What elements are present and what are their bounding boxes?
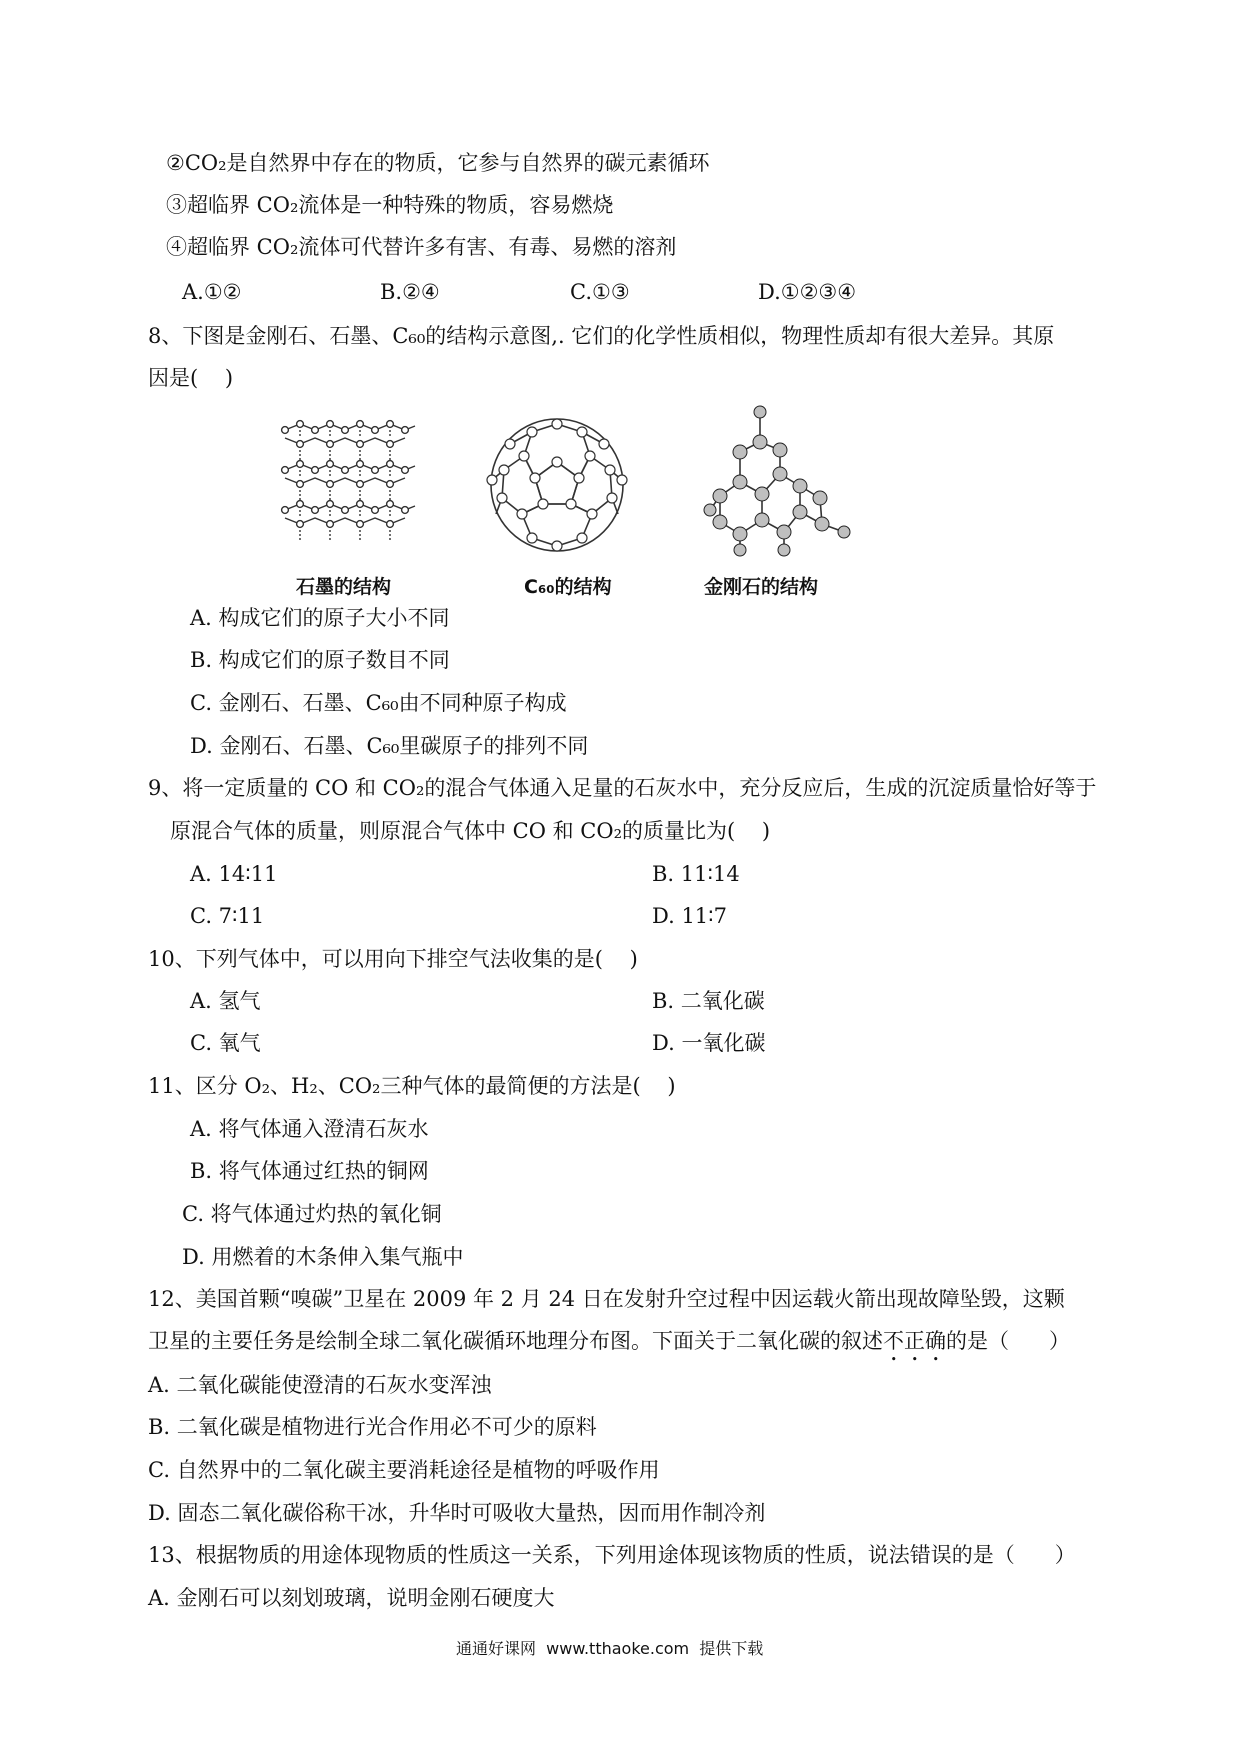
q11-option-c: C. 将气体通过灼热的氧化铜 <box>182 1202 442 1226</box>
q12-stem-line1: 12、美国首颗“嗅碳”卫星在 2009 年 2 月 24 日在发射升空过程中因运载火箭出现故障坠毁，这颗 <box>148 1287 1065 1311</box>
q11-option-d: D. 用燃着的木条伸入集气瓶中 <box>182 1245 464 1269</box>
q12-stem-line2 <box>148 1328 1070 1366</box>
diamond-caption: 金刚石的结构 <box>704 576 819 598</box>
q10-option-c: C. 氧气 <box>190 1031 261 1055</box>
graphite-structure-figure <box>280 412 420 552</box>
q10-option-a: A. 氢气 <box>190 989 261 1013</box>
q7-option-d: D.①②③④ <box>758 280 857 304</box>
q7-item-3: ③超临界 CO₂流体是一种特殊的物质，容易燃烧 <box>166 193 614 217</box>
q10-option-b: B. 二氧化碳 <box>652 989 765 1013</box>
q8-option-d: D. 金刚石、石墨、C₆₀里碳原子的排列不同 <box>190 734 589 758</box>
q12-option-c: C. 自然界中的二氧化碳主要消耗途径是植物的呼吸作用 <box>148 1458 660 1482</box>
q10-stem: 10、下列气体中，可以用向下排空气法收集的是( ) <box>148 947 638 971</box>
q12-stem-line2-post: 的是（ ） <box>946 1329 1071 1353</box>
q9-stem-line2: 原混合气体的质量，则原混合气体中 CO 和 CO₂的质量比为( ) <box>170 819 771 843</box>
q8-option-b: B. 构成它们的原子数目不同 <box>190 648 450 672</box>
q10-option-d: D. 一氧化碳 <box>652 1031 766 1055</box>
q9-option-b: B. 11∶14 <box>652 862 740 886</box>
q8-option-c: C. 金刚石、石墨、C₆₀由不同种原子构成 <box>190 691 567 715</box>
q7-option-c: C.①③ <box>570 280 630 304</box>
q11-option-a: A. 将气体通入澄清石灰水 <box>190 1117 429 1141</box>
diamond-structure-figure <box>700 402 860 562</box>
page-footer: 通通好课网 www.tthaoke.com 提供下载 <box>456 1639 764 1658</box>
q11-stem: 11、区分 O₂、H₂、CO₂三种气体的最简便的方法是( ) <box>148 1074 676 1098</box>
q8-stem-line1: 8、下图是金刚石、石墨、C₆₀的结构示意图,. 它们的化学性质相似，物理性质却有很大差异。其原 <box>148 324 1055 348</box>
q9-option-d: D. 11∶7 <box>652 904 727 928</box>
q13-stem: 13、根据物质的用途体现物质的性质这一关系，下列用途体现该物质的性质，说法错误的是（ ） <box>148 1543 1076 1567</box>
q12-option-b: B. 二氧化碳是植物进行光合作用必不可少的原料 <box>148 1415 597 1439</box>
q12-stem-line2-pre: 卫星的主要任务是绘制全球二氧化碳循环地理分布图。下面关于二氧化碳的叙述 <box>148 1329 883 1353</box>
q11-option-b: B. 将气体通过红热的铜网 <box>190 1159 429 1183</box>
q13-option-a: A. 金刚石可以刻划玻璃，说明金刚石硬度大 <box>148 1586 555 1610</box>
q9-stem-line1: 9、将一定质量的 CO 和 CO₂的混合气体通入足量的石灰水中，充分反应后，生成的沉淀质量恰好等于 <box>148 776 1097 800</box>
q8-stem-line2: 因是( ) <box>148 366 234 390</box>
q7-item-2: ②CO₂是自然界中存在的物质，它参与自然界的碳元素循环 <box>166 151 710 175</box>
graphite-caption: 石墨的结构 <box>296 576 392 598</box>
q8-option-a: A. 构成它们的原子大小不同 <box>190 606 450 630</box>
q12-option-a: A. 二氧化碳能使澄清的石灰水变浑浊 <box>148 1373 492 1397</box>
c60-caption: C₆₀的结构 <box>524 576 612 598</box>
q7-item-4: ④超临界 CO₂流体可代替许多有害、有毒、易燃的溶剂 <box>166 235 677 259</box>
q9-option-a: A. 14∶11 <box>190 862 278 886</box>
q12-option-d: D. 固态二氧化碳俗称干冰，升华时可吸收大量热，因而用作制冷剂 <box>148 1501 766 1525</box>
q7-option-a: A.①② <box>182 280 242 304</box>
c60-structure-figure <box>482 410 632 560</box>
q7-option-b: B.②④ <box>380 280 440 304</box>
q9-option-c: C. 7∶11 <box>190 904 265 928</box>
q12-emphasis-text: 不正确 <box>883 1329 946 1353</box>
